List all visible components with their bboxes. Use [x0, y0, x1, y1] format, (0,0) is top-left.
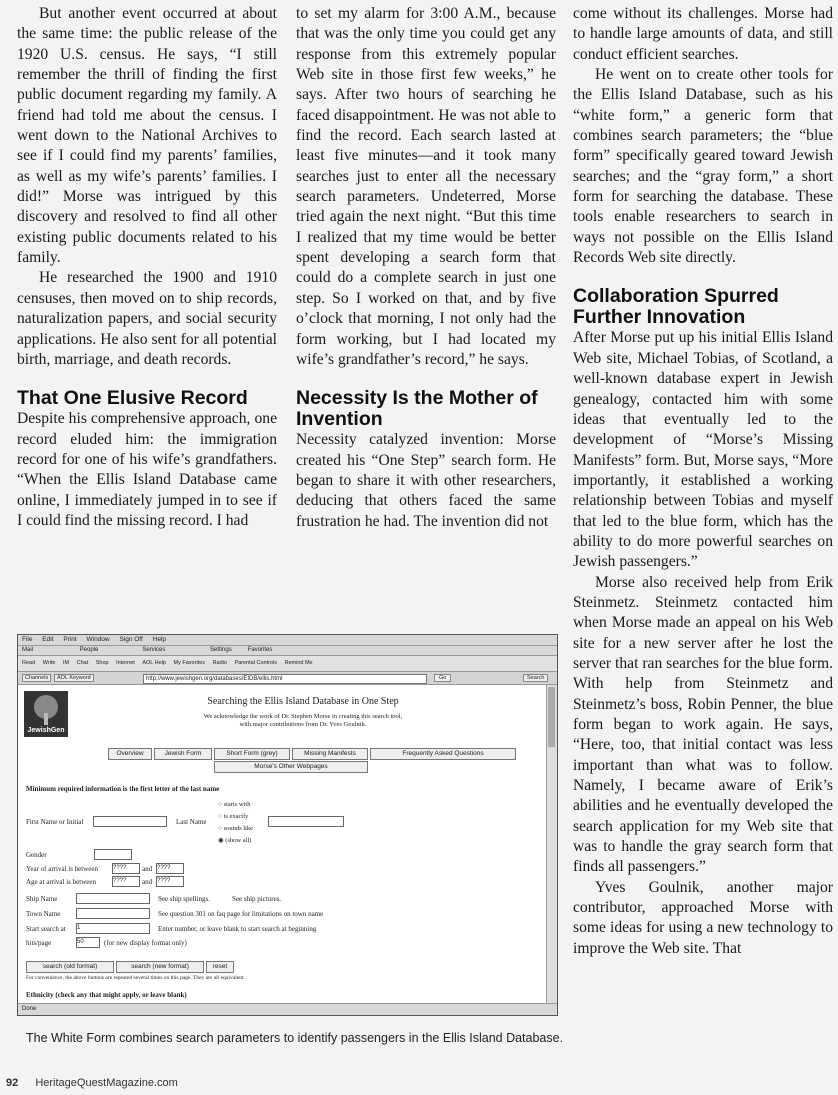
page-footer [6, 1077, 178, 1089]
paragraph: But another event occurred at about the same time: the public release of the 1920 U.S. census. He says, “I still remember the thrill of finding the first public document regarding my family. A friend had told me about the census. I went down to the National Archives to see if I could find my parents’ families, as well as my wife’s parents’ families. I did!” Morse was intrigued by this discovery and resolved to find all other existing public documents related to his family. [17, 5, 277, 267]
tab-jewish-form[interactable]: Jewish Form [154, 748, 212, 760]
status-bar [18, 1003, 558, 1015]
page-title: Searching the Ellis Island Database in One Step [207, 696, 399, 707]
search-old-format-button[interactable]: search (old format) [26, 961, 114, 973]
vertical-scrollbar[interactable] [546, 685, 557, 1003]
first-name-input[interactable] [93, 816, 167, 827]
services-menu[interactable]: Services [142, 647, 166, 653]
reset-button[interactable]: reset [206, 961, 234, 973]
parental-controls-button[interactable]: Parental Controls [234, 660, 277, 666]
start-input[interactable]: 1 [76, 923, 150, 934]
tab-overview[interactable]: Overview [108, 748, 152, 760]
figure-caption: The White Form combines search parameters to identify passengers in the Ellis Island Database. [26, 1031, 564, 1045]
and-label: and [142, 878, 153, 886]
settings-menu[interactable]: Settings [210, 647, 232, 653]
go-button[interactable]: Go [434, 674, 451, 682]
section-heading: That One Elusive Record [17, 387, 248, 410]
town-label: Town Name [26, 910, 61, 918]
paragraph: After Morse put up his initial Ellis Island Web site, Michael Tobias, of Scotland, a well-known database expert in Jewish genealogy, contacted him with some ideas that eventually led to the development of “Morse’s Missing Manifests” form. But, Morse says, “More importantly, it established a working relationship between Tobias and myself that led to the blue form, which has the ability to do more powerful searches on Jewish passengers.” [573, 329, 833, 571]
paragraph: Despite his comprehensive approach, one record eluded him: the immigration record for one of his wife’s grandfathers. “When the Ellis Island Database came online, I immediately jumped in to see if I could find the missing record. I had [17, 410, 277, 529]
tab-other-webpages[interactable]: Morse's Other Webpages [214, 761, 368, 773]
chat-button[interactable]: Chat [76, 660, 89, 666]
menu-edit[interactable]: Edit [42, 636, 54, 643]
mail-menu[interactable]: Mail [22, 647, 34, 653]
aol-help-button[interactable]: AOL Help [142, 660, 166, 666]
footer-site: HeritageQuestMagazine.com [35, 1077, 178, 1089]
tab-missing-manifests[interactable]: Missing Manifests [292, 748, 368, 760]
paragraph: to set my alarm for 3:00 A.M., because that was the only time you could get any response from this extremely popular Web site in those first few weeks,” he says. After two hours of searching he faced disappointment. He was not able to find the record. Each search lasted at least five minutes—and it took many searches just to enter all the necessary search parameters. Undeterred, Morse tried again the next night. “But this time I realized that my time would be better spent developing a search form that could do a complete search in just one step. So I worked on that, and by five o’clock that morning, I not only had the form working, but I had located my wife’s grandfather’s record,” he says. [296, 5, 556, 368]
ship-pictures-link[interactable]: See ship pictures. [232, 895, 282, 903]
toolbar-2 [18, 656, 557, 672]
hits-select[interactable]: 50 [76, 937, 100, 948]
im-button[interactable]: IM [62, 660, 70, 666]
year-to-select[interactable]: ???? [156, 863, 184, 874]
internet-button[interactable]: Internet [116, 660, 135, 666]
column-3 [573, 4, 833, 959]
search-button[interactable]: Search [523, 674, 548, 682]
web-page [18, 685, 545, 1003]
town-note: See question 301 on faq page for limitations on town name [158, 910, 324, 918]
page-number: 92 [6, 1077, 19, 1089]
paragraph: come without its challenges. Morse had to handle large amounts of data, and still conduct efficient searches. [573, 5, 833, 63]
ethnicity-label: Ethnicity (check any that might apply, or leave blank) [26, 991, 187, 999]
age-label: Age at arrival is between [26, 878, 96, 886]
logo-text: JewishGen [27, 727, 65, 734]
remind-me-button[interactable]: Remind Me [284, 660, 313, 666]
hits-label: hits/page [26, 939, 52, 947]
address-input[interactable]: http://www.jewishgen.org/databases/EIDB/ellis.html [143, 674, 427, 684]
write-button[interactable]: Write [42, 660, 56, 666]
gender-label: Gender [26, 851, 47, 859]
status-text: Done [22, 1006, 37, 1012]
last-name-input[interactable] [268, 816, 344, 827]
gender-select[interactable] [94, 849, 132, 860]
convenience-note: For convenience, the above buttons are repeated several times on this page. They are all equivalent. [26, 975, 245, 981]
tree-icon [24, 691, 68, 725]
radio-is-exactly[interactable]: ○ is exactly [218, 813, 249, 820]
jewishgen-logo [24, 691, 68, 737]
scroll-thumb[interactable] [548, 687, 555, 747]
paragraph: He went on to create other tools for the Ellis Island Database, such as his “white form,” a generic form that combines search parameters; the “blue form” specifically geared toward Jewish searches; and the “gray form,” a short form for searching the database. These tools enable researchers to search in ways not possible on the Ellis Island Records Web site directly. [573, 66, 833, 267]
and-label: and [142, 865, 153, 873]
menu-help[interactable]: Help [152, 636, 166, 643]
year-from-select[interactable]: ???? [112, 863, 140, 874]
shop-button[interactable]: Shop [95, 660, 109, 666]
menu-bar [18, 635, 557, 646]
browser-screenshot [17, 634, 558, 1016]
radio-starts-with[interactable]: ○ starts with [218, 801, 251, 808]
ship-input[interactable] [76, 893, 150, 904]
tab-faq[interactable]: Frequently Asked Questions [370, 748, 516, 760]
age-to-select[interactable]: ???? [156, 876, 184, 887]
ship-spellings-link[interactable]: See ship spellings. [158, 895, 210, 903]
radio-show-all[interactable]: ◉ (show all) [218, 837, 252, 844]
address-bar [18, 672, 557, 685]
hits-note: (for new display format only) [104, 939, 187, 947]
acknowledgement-2: with major contributions from Dr. Yves Goulnik. [239, 721, 367, 728]
keyword-button[interactable]: AOL Keyword [54, 674, 94, 682]
age-from-select[interactable]: ???? [112, 876, 140, 887]
menu-file[interactable]: File [22, 636, 33, 643]
my-favorites-button[interactable]: My Favorites [173, 660, 206, 666]
read-button[interactable]: Read [22, 660, 36, 666]
paragraph: He researched the 1900 and 1910 censuses, then moved on to ship records, naturalization papers, and social security applications. He also sent for all potential birth, marriage, and death records. [17, 269, 277, 368]
column-2 [296, 4, 556, 532]
first-name-label: First Name or Initial [26, 818, 84, 826]
radio-button[interactable]: Radio [212, 660, 227, 666]
paragraph: Morse also received help from Erik Steinmetz. Steinmetz contacted him when Morse made an appeal on his Web site for a new server after he lost the server that ran searches for the blue form. With help from Steinmetz and Steinmetz’s boss, Robin Penner, the blue form began to work again. He says, “Here, too, that initial contact was less important than what was to follow. Namely, I became aware of Erik’s abilities and he eventually developed the search application for my Web site that was to handle the gray search form that finds all passengers.” [573, 573, 833, 876]
start-note: Enter number, or leave blank to start search at beginning [158, 925, 317, 933]
search-new-format-button[interactable]: search (new format) [116, 961, 204, 973]
people-menu[interactable]: People [79, 647, 99, 653]
column-1 [17, 4, 277, 531]
section-heading: Necessity Is the Mother of Invention [296, 387, 538, 431]
acknowledgement-1: We acknowledge the work of Dr. Stephen Morse in creating this search tool, [203, 713, 403, 720]
year-label: Year of arrival is between [26, 865, 98, 873]
menu-print[interactable]: Print [63, 636, 77, 643]
favorites-menu[interactable]: Favorites [247, 647, 273, 653]
channels-button[interactable]: Channels [22, 674, 51, 682]
ship-label: Ship Name [26, 895, 58, 903]
last-name-label: Last Name [176, 818, 207, 826]
town-input[interactable] [76, 908, 150, 919]
toolbar-1 [18, 646, 557, 656]
radio-sounds-like[interactable]: ○ sounds like [218, 825, 253, 832]
paragraph: Necessity catalyzed invention: Morse created his “One Step” search form. He began to share it with other researchers, deducing that others faced the same frustration he had. The invention did not [296, 431, 556, 530]
tab-short-form[interactable]: Short Form (grey) [214, 748, 290, 760]
section-heading: Collaboration Spurred Further Innovation [573, 285, 779, 329]
start-label: Start search at [26, 925, 66, 933]
match-options [218, 799, 253, 847]
required-note: Minimum required information is the first letter of the last name [26, 785, 220, 793]
menu-sign-off[interactable]: Sign Off [119, 636, 143, 643]
paragraph: Yves Goulnik, another major contributor, approached Morse with some ideas for using a new technology to improve the Web site. That [573, 878, 833, 957]
menu-window[interactable]: Window [86, 636, 110, 643]
